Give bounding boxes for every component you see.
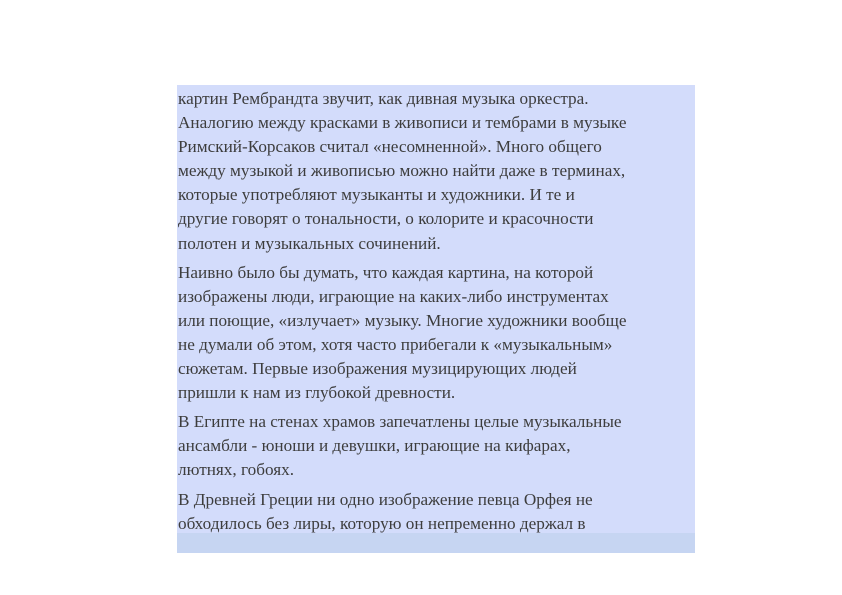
text-line: не думали об этом, хотя часто прибегали к «музыкальным»	[178, 334, 613, 354]
text-line: В Древней Греции ни одно изображение певца Орфея не	[178, 489, 593, 509]
text-line: или поющие, «излучает» музыку. Многие художники вообще	[178, 310, 627, 330]
text-line: ансамбли - юноши и девушки, играющие на кифарах,	[178, 436, 571, 456]
text-line: лютнях, гобоях.	[178, 460, 295, 480]
text-block-footer-band	[177, 533, 695, 553]
text-block	[177, 85, 695, 553]
paragraph-2	[178, 261, 695, 406]
text-line: В Египте на стенах храмов запечатлены целые музыкальные	[178, 412, 622, 432]
text-line: изображены люди, играющие на каких-либо инструментах	[178, 286, 609, 306]
paragraph-4	[178, 488, 695, 536]
text-line: полотен и музыкальных сочинений.	[178, 233, 441, 253]
text-line: картин Рембрандта звучит, как дивная музыка оркестра.	[178, 89, 589, 108]
text-line: пришли к нам из глубокой древности.	[178, 383, 456, 403]
text-line: между музыкой и живописью можно найти даже в терминах,	[178, 161, 626, 181]
text-line: которые употребляют музыканты и художники. И те и	[178, 185, 575, 205]
text-line: обходилось без лиры, которую он непременно держал в	[178, 513, 586, 533]
paragraph-3	[178, 410, 695, 482]
text-line: Аналогию между красками в живописи и тембрами в музыке	[178, 113, 627, 133]
paragraph-1	[178, 87, 695, 256]
text-line: сюжетам. Первые изображения музицирующих людей	[178, 359, 577, 379]
text-line: Римский-Корсаков считал «несомненной». Много общего	[178, 137, 602, 157]
text-line: другие говорят о тональности, о колорите и красочности	[178, 209, 594, 229]
text-line: Наивно было бы думать, что каждая картина, на которой	[178, 262, 594, 282]
